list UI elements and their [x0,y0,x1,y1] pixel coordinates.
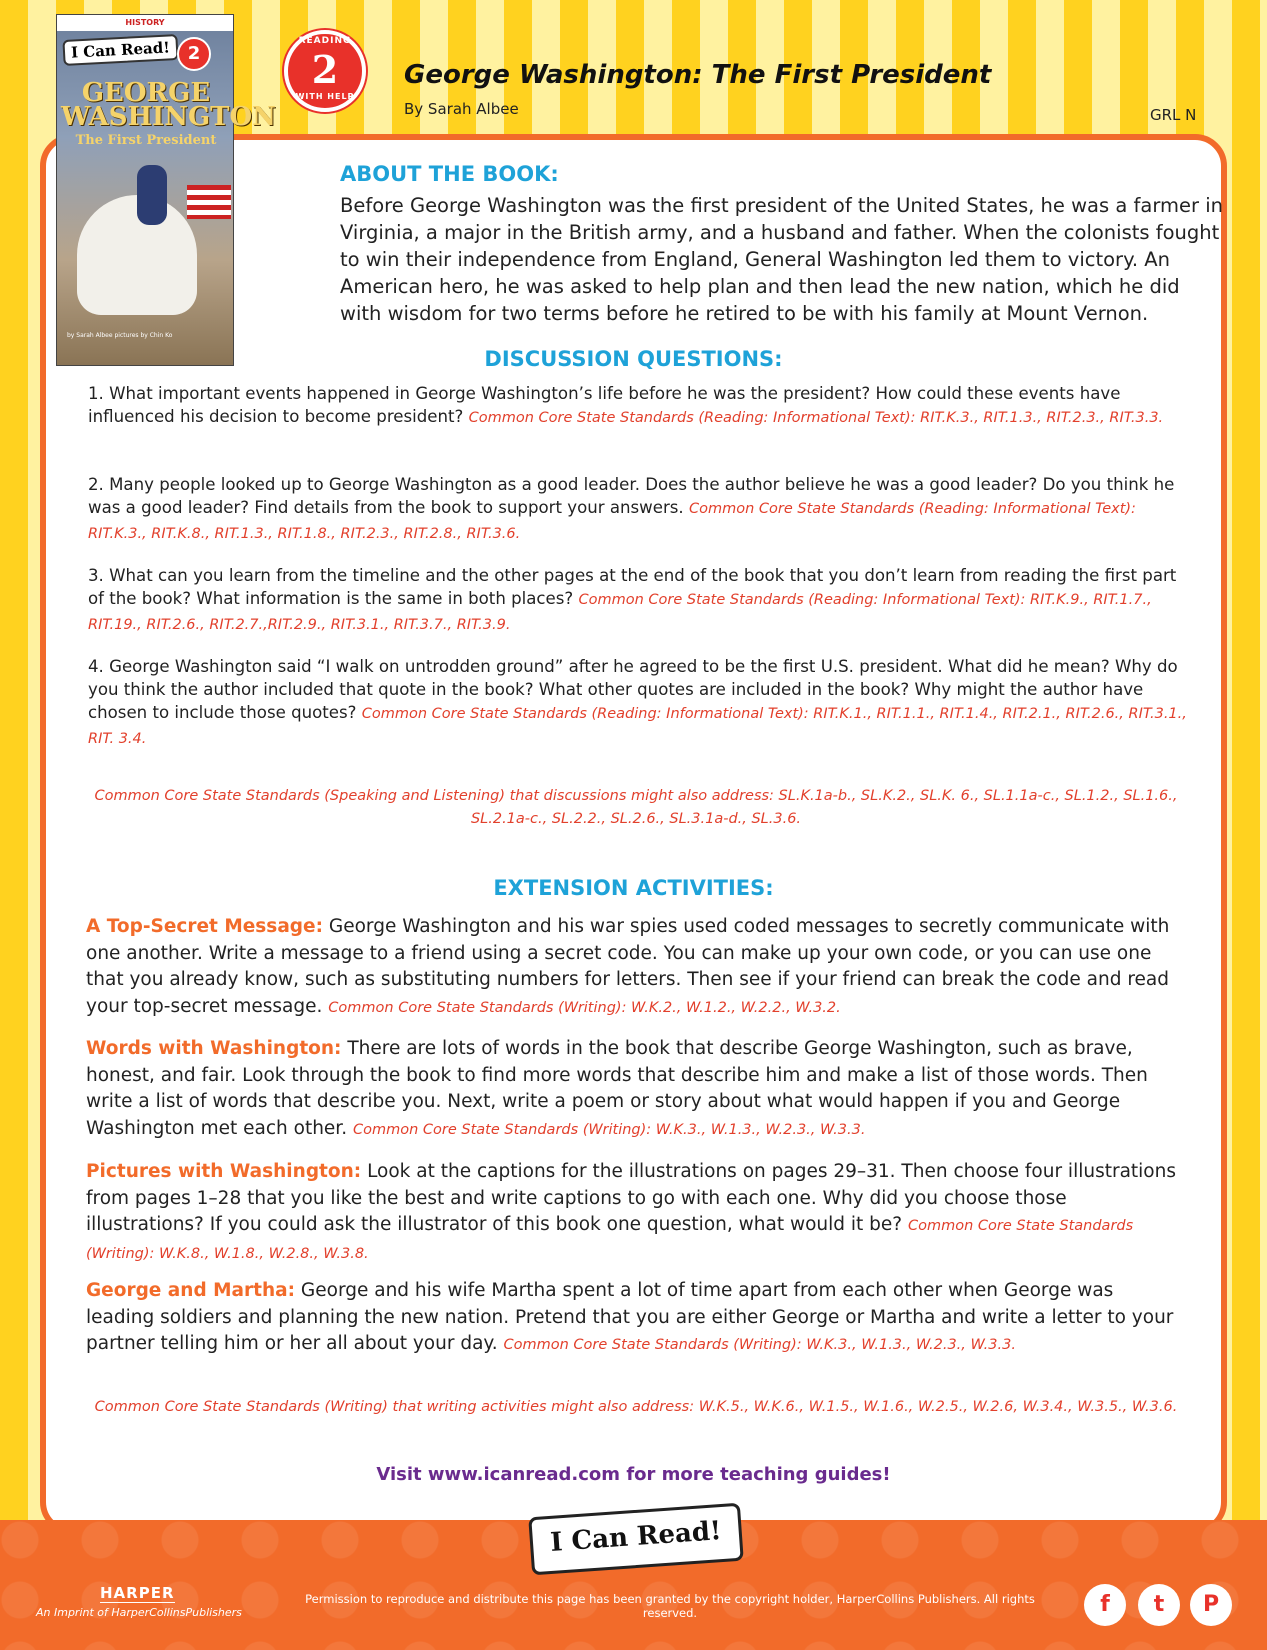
about-heading: ABOUT THE BOOK: [340,162,559,186]
badge-bottom: WITH HELP [295,92,355,101]
cover-credit: by Sarah Albee pictures by Chin Ko [67,332,173,339]
writing-standards-note: Common Core State Standards (Writing) that writing activities might also address: W.K.5., W.K.6., W.1.5., W.1.6., W.2.5., W.2.6, W.3.4., W.3.5., W.3.6. [94,1399,1178,1415]
activity [86,914,1186,1021]
activity-title: George and Martha: [86,1280,296,1301]
page-title: George Washington: The First President [404,60,992,90]
activity-text: There are lots of words in the book that describe George Washington, such as brave, honest, and fair. Look through the book to find more words that describe him and make a list of those words. Then write a list of words that describe you. Next, write a poem or story about what would happen if you and George Washington met each other. [86,1038,1148,1139]
book-cover [56,14,276,366]
i-can-read-logo: I Can Read! [528,1503,744,1576]
activity-text: George and his wife Martha spent a lot of time apart from each other when George was leading soldiers and planning the new nation. Pretend that you are either George or Martha and write a letter to your partner telling him or her all about your day. [86,1280,1174,1354]
activity-standards: Common Core State Standards (Writing): W.K.8., W.1.8., W.2.8., W.3.8. [86,1218,1134,1262]
badge-number: 2 [311,47,339,92]
question-text: 1. What important events happened in George Washington’s life before he was the president? How could these events have influenced his decision to become president? [88,384,1121,426]
cover-brand: I Can Read! [62,34,178,66]
activity-text: George Washington and his war spies used coded messages to secretly communicate with one another. Write a message to a friend using a secret code. You can make up your own code, or you can use one that you already know, such as substituting numbers for letters. Then see if your friend can break the code and read your top-secret message. [86,916,1170,1017]
about-line: Before George Washington was the first president of the United States, he was a farmer in [340,194,1223,217]
activity-title: Pictures with Washington: [86,1161,362,1182]
permission-text: Permission to reproduce and distribute this page has been granted by the copyright holder, HarperCollins Publishers. All rights reserved. [305,1592,1035,1620]
about-line: with wisdom for two terms before he retired to be with his family at Mount Vernon. [340,302,1149,325]
question-standards: Common Core State Standards (Reading: Informational Text): RIT.K.3., RIT.1.3., RIT.2.3., RIT.3.3. [468,410,1164,426]
discussion-question [88,564,1188,637]
imprint-text: An Imprint of HarperCollinsPublishers [36,1606,242,1619]
activity-title: Words with Washington: [86,1038,342,1059]
discussion-heading: DISCUSSION QUESTIONS: [484,347,783,371]
flag-illustration [187,185,231,219]
visit-link[interactable]: Visit www.icanread.com for more teaching guides! [376,1464,891,1485]
cover-category: HISTORY [57,15,233,31]
activity-text: Look at the captions for the illustrations on pages 29–31. Then choose four illustrations from pages 1–28 that you like the best and write captions to go with each one. Why did you choose those illustrations? If you could ask the illustrator of this book one question, what would it be? [86,1161,1176,1235]
question-text: 2. Many people looked up to George Washington as a good leader. Does the author believe he was a good leader? Do you think he was a good leader? Find details from the book to support your answers. [88,475,1175,517]
question-standards: Common Core State Standards (Reading: Informational Text): RIT.K.3., RIT.K.8., RIT.1.3., RIT.1.8., RIT.2.3., RIT.2.8., RIT.3.6. [88,501,1136,542]
activity-standards: Common Core State Standards (Writing): W.K.2., W.1.2., W.2.2., W.3.2. [328,999,841,1016]
twitter-icon[interactable]: t [1138,1584,1180,1626]
activity [86,1159,1186,1267]
question-standards: Common Core State Standards (Reading: Informational Text): RIT.K.9., RIT.1.7., RIT.19., RIT.2.6., RIT.2.7.,RIT.2.9., RIT.3.1., RIT.3.7., RIT.3.9. [88,592,1152,633]
facebook-icon[interactable]: f [1084,1584,1126,1626]
guided-reading-level: GRL N [1150,106,1197,124]
about-line: to win their independence from England, General Washington led them to victory. An [340,248,1170,271]
discussion-question [88,473,1188,546]
about-line: American hero, he was asked to help plan and then lead the new nation, which he did [340,275,1180,298]
question-text: 4. George Washington said “I walk on untrodden ground” after he agreed to be the first U.S. president. What did he mean? Why do you think the author included that quote in the book? What other quotes are included in the book? Why might the author have chosen to include those quotes? [88,657,1178,722]
about-line: Virginia, a major in the British army, and a husband and father. When the colonists fought [340,221,1220,244]
pinterest-icon[interactable]: P [1190,1584,1232,1626]
activity [86,1036,1186,1143]
activity-standards: Common Core State Standards (Writing): W.K.3., W.1.3., W.2.3., W.3.3. [503,1337,1016,1353]
cover-subtitle: The First President [75,133,217,148]
speaking-standards-note: Common Core State Standards (Speaking and Listening) that discussions might also address: SL.K.1a-b., SL.K.2., SL.K. 6., SL.1.1a-c., SL.1.2., SL.1.6., SL.2.1a-c., SL.2.2., SL.2.6., SL.3.1a-d., SL.3.6. [94,788,1178,827]
author: By Sarah Albee [404,100,519,118]
rider-illustration [137,165,167,225]
question-standards: Common Core State Standards (Reading: Informational Text): RIT.K.1., RIT.1.1., RIT.1.4., RIT.2.1., RIT.2.6., RIT.3.1., RIT. 3.4. [88,706,1187,747]
cover-level: 2 [177,37,211,71]
discussion-question [88,655,1188,751]
badge-top: READING [298,36,352,46]
question-text: 3. What can you learn from the timeline and the other pages at the end of the book that you don’t learn from reading the first part of the book? What information is the same in both places? [88,566,1177,608]
extension-heading: EXTENSION ACTIVITIES: [493,876,774,900]
activity-title: A Top-Secret Message: [86,916,323,937]
activity-standards: Common Core State Standards (Writing): W.K.3., W.1.3., W.2.3., W.3.3. [353,1121,866,1138]
reading-level-badge [284,30,366,112]
activity [86,1278,1186,1359]
publisher-logo: HARPER [100,1584,175,1602]
about-text [340,192,1223,327]
cover-title: GEORGE WASHINGTON [61,78,276,132]
discussion-question [88,382,1188,430]
